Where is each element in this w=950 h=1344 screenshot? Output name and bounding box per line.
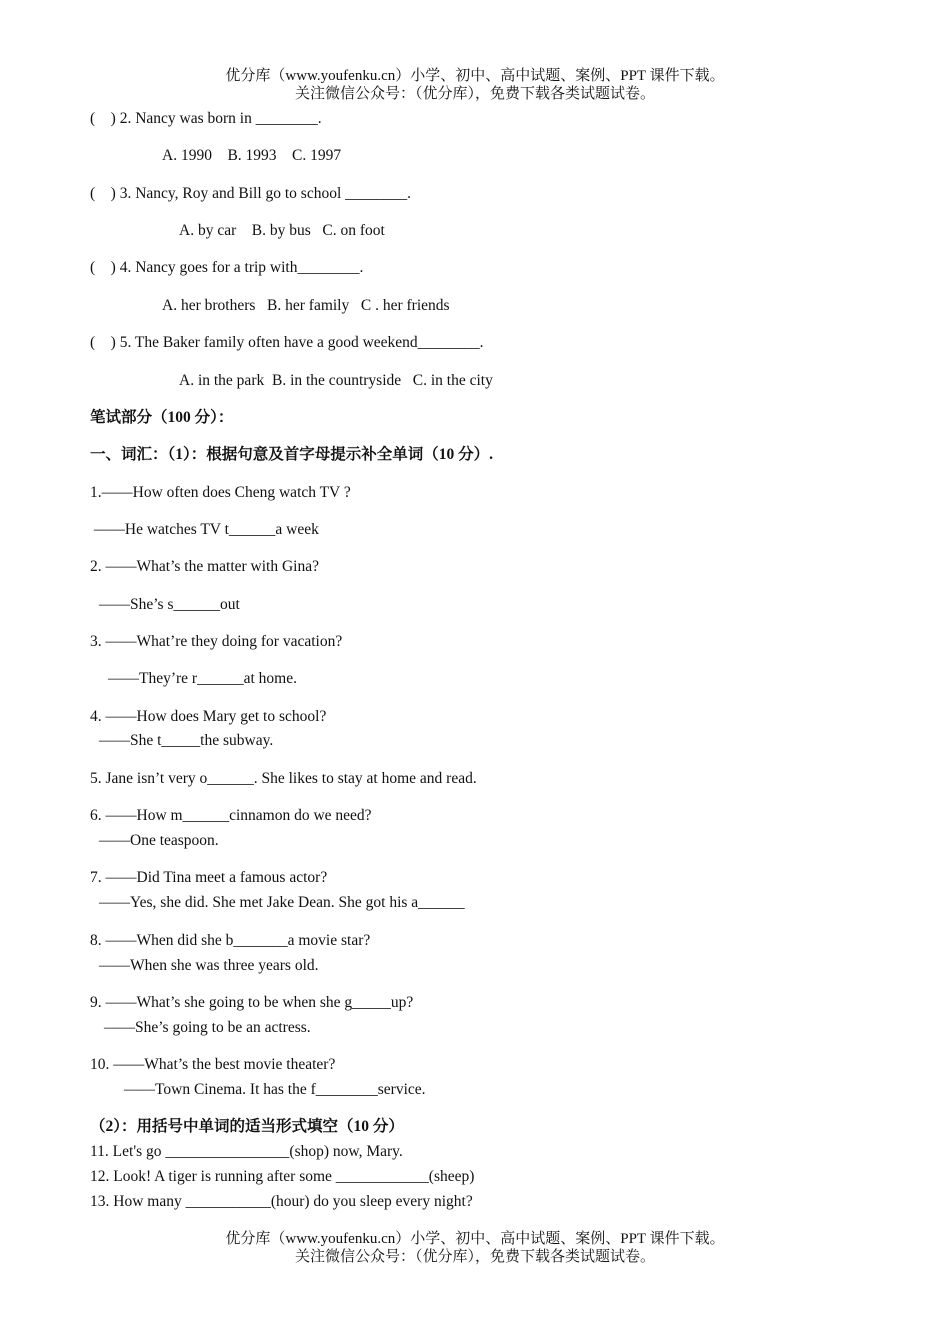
vocab-item-7-question: 7. ——Did Tina meet a famous actor? — [90, 869, 328, 886]
written-section-title: 笔试部分（100 分）： — [90, 409, 234, 426]
question-5: ( ) 5. The Baker family often have a good weekend________. — [90, 334, 484, 351]
vocab-item-3-answer: ——They’re r______at home. — [108, 670, 297, 687]
vocab-item-2-answer: ——She’s s______out — [99, 596, 240, 613]
vocab-item-1-question: 1.——How often does Cheng watch TV ? — [90, 484, 351, 501]
vocab-item-10-answer: ——Town Cinema. It has the f________service. — [124, 1081, 426, 1098]
vocab-item-10-question: 10. ——What’s the best movie theater? — [90, 1056, 336, 1073]
vocab-item-2-question: 2. ——What’s the matter with Gina? — [90, 558, 319, 575]
vocab-item-8-answer: ——When she was three years old. — [99, 957, 319, 974]
fill-item-13: 13. How many ___________(hour) do you sleep every night? — [90, 1193, 473, 1210]
vocab-item-6-answer: ——One teaspoon. — [99, 832, 219, 849]
vocab-section-title: 一、词汇：（1）：根据句意及首字母提示补全单词（10 分）. — [90, 446, 494, 463]
vocab-item-9-answer: ——She’s going to be an actress. — [104, 1019, 311, 1036]
vocab-item-7-answer: ——Yes, she did. She met Jake Dean. She got his a______ — [99, 894, 465, 911]
question-2: ( ) 2. Nancy was born in ________. — [90, 110, 322, 127]
question-4-options: A. her brothers B. her family C . her friends — [162, 297, 450, 314]
vocab-item-5: 5. Jane isn’t very o______. She likes to stay at home and read. — [90, 770, 477, 787]
vocab-item-6-question: 6. ——How m______cinnamon do we need? — [90, 807, 372, 824]
footer-line-2: 关注微信公众号：（优分库），免费下载各类试题试卷。 — [294, 1249, 655, 1265]
question-3-options: A. by car B. by bus C. on foot — [179, 222, 385, 239]
fill-item-12: 12. Look! A tiger is running after some ____________(sheep) — [90, 1168, 475, 1185]
vocab-item-4-question: 4. ——How does Mary get to school? — [90, 708, 327, 725]
footer-line-1: 优分库（www.youfenku.cn）小学、初中、高中试题、案例、PPT 课件下载。 — [225, 1231, 725, 1247]
question-2-options: A. 1990 B. 1993 C. 1997 — [162, 147, 342, 164]
header-line-2: 关注微信公众号：（优分库），免费下载各类试题试卷。 — [294, 86, 655, 102]
vocab-item-4-answer: ——She t_____the subway. — [99, 732, 274, 749]
fill-item-11: 11. Let's go ________________(shop) now, Mary. — [90, 1143, 403, 1160]
question-5-options: A. in the park B. in the countryside C. in the city — [179, 372, 493, 389]
header-line-1: 优分库（www.youfenku.cn）小学、初中、高中试题、案例、PPT 课件下载。 — [225, 68, 725, 84]
vocab-item-9-question: 9. ——What’s she going to be when she g_____up? — [90, 994, 414, 1011]
vocab-item-3-question: 3. ——What’re they doing for vacation? — [90, 633, 343, 650]
page-footer — [0, 1230, 950, 1266]
vocab-item-1-answer: ——He watches TV t______a week — [90, 521, 319, 538]
question-4: ( ) 4. Nancy goes for a trip with________. — [90, 259, 364, 276]
page-header — [0, 67, 950, 103]
question-3: ( ) 3. Nancy, Roy and Bill go to school ________. — [90, 185, 412, 202]
vocab-item-8-question: 8. ——When did she b_______a movie star? — [90, 932, 371, 949]
part2-section-title: （2）：用括号中单词的适当形式填空（10 分） — [90, 1118, 404, 1135]
